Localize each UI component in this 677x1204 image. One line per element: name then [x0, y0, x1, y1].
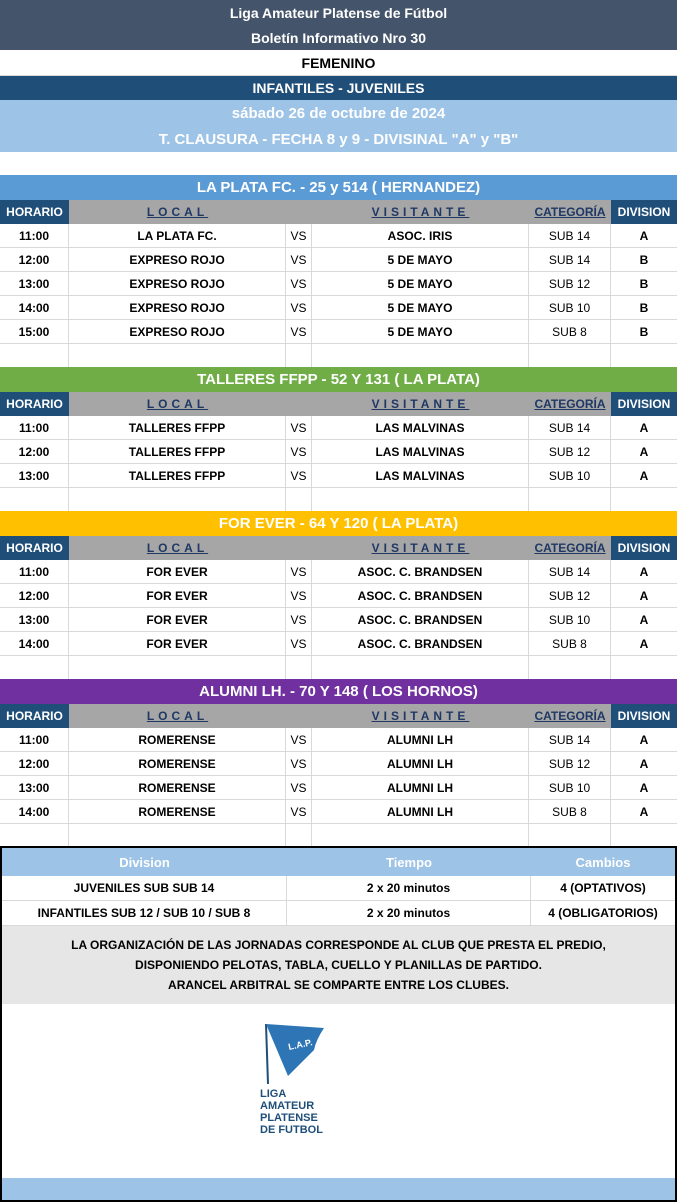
match-local: ROMERENSE [69, 776, 286, 800]
match-category: SUB 14 [529, 728, 611, 752]
match-category: SUB 14 [529, 560, 611, 584]
match-category: SUB 10 [529, 464, 611, 488]
match-division: B [611, 296, 677, 320]
rules-time: 2 x 20 minutos [287, 876, 531, 900]
match-local: FOR EVER [69, 584, 286, 608]
match-division: A [611, 752, 677, 776]
match-time [0, 488, 69, 512]
organization-notes [2, 926, 675, 1004]
rules-row [2, 901, 675, 926]
col-visitante [312, 536, 529, 560]
match-category: SUB 10 [529, 776, 611, 800]
col-horario [0, 536, 69, 560]
match-visitor: ASOC. C. BRANDSEN [312, 560, 529, 584]
match-time: 11:00 [0, 416, 69, 440]
col-vs [286, 200, 312, 224]
match-time: 12:00 [0, 248, 69, 272]
match-division [611, 824, 677, 848]
venue-block [0, 367, 677, 512]
match-local: ROMERENSE [69, 752, 286, 776]
note-line: DISPONIENDO PELOTAS, TABLA, CUELLO Y PLANILLAS DE PARTIDO. [135, 958, 542, 972]
match-time: 14:00 [0, 296, 69, 320]
match-vs [286, 824, 312, 848]
match-vs: VS [286, 728, 312, 752]
venue-block [0, 511, 677, 680]
col-categoria [529, 200, 611, 224]
col-division [611, 536, 677, 560]
match-vs: VS [286, 584, 312, 608]
league-title [0, 0, 677, 26]
match-category [529, 656, 611, 680]
col-vs [286, 704, 312, 728]
match-division: A [611, 728, 677, 752]
match-row [0, 440, 677, 464]
col-visitante [312, 200, 529, 224]
match-time: 13:00 [0, 776, 69, 800]
match-category: SUB 14 [529, 416, 611, 440]
match-category: SUB 8 [529, 632, 611, 656]
gender-text: FEMENINO [301, 54, 376, 71]
match-vs: VS [286, 296, 312, 320]
col-local [69, 704, 286, 728]
match-time [0, 344, 69, 368]
rules-changes: 4 (OPTATIVOS) [560, 881, 646, 895]
rules-row [2, 876, 675, 901]
match-time: 12:00 [0, 440, 69, 464]
match-time [0, 824, 69, 848]
col-division [611, 704, 677, 728]
col-categoria [529, 536, 611, 560]
match-vs: VS [286, 272, 312, 296]
col-local-label: LOCAL [146, 541, 209, 555]
match-row [0, 320, 677, 344]
match-local: LA PLATA FC. [69, 224, 286, 248]
match-visitor: ASOC. C. BRANDSEN [312, 584, 529, 608]
match-vs: VS [286, 224, 312, 248]
col-categoria-label: CATEGORÍA [534, 397, 606, 411]
match-time: 13:00 [0, 272, 69, 296]
match-time: 14:00 [0, 800, 69, 824]
match-time: 13:00 [0, 608, 69, 632]
match-row [0, 584, 677, 608]
col-vs [286, 392, 312, 416]
match-local [69, 824, 286, 848]
match-division: A [611, 776, 677, 800]
note-line: ARANCEL ARBITRAL SE COMPARTE ENTRE LOS CLUBES. [168, 978, 509, 992]
match-vs: VS [286, 632, 312, 656]
col-horario-label: HORARIO [6, 709, 63, 723]
match-local: TALLERES FFPP [69, 440, 286, 464]
match-local [69, 656, 286, 680]
match-visitor: LAS MALVINAS [312, 416, 529, 440]
col-division-label: DIVISION [617, 709, 671, 723]
match-visitor: ASOC. C. BRANDSEN [312, 632, 529, 656]
match-category: SUB 14 [529, 224, 611, 248]
col-local-label: LOCAL [146, 709, 209, 723]
match-local: TALLERES FFPP [69, 464, 286, 488]
match-local: ROMERENSE [69, 728, 286, 752]
match-division: A [611, 416, 677, 440]
match-local: EXPRESO ROJO [69, 320, 286, 344]
rules-header-time: Tiempo [386, 854, 432, 870]
match-division: A [611, 560, 677, 584]
match-division: A [611, 440, 677, 464]
match-local [69, 344, 286, 368]
match-row [0, 728, 677, 752]
match-visitor: ALUMNI LH [312, 800, 529, 824]
match-row [0, 560, 677, 584]
match-row [0, 416, 677, 440]
match-vs [286, 344, 312, 368]
match-category: SUB 10 [529, 296, 611, 320]
tournament-text: T. CLAUSURA - FECHA 8 y 9 - DIVISINAL "A" y "B" [158, 131, 519, 148]
match-row [0, 608, 677, 632]
match-local: FOR EVER [69, 608, 286, 632]
empty-row [0, 344, 677, 368]
col-categoria-label: CATEGORÍA [534, 709, 606, 723]
match-visitor: LAS MALVINAS [312, 464, 529, 488]
match-vs: VS [286, 800, 312, 824]
match-vs: VS [286, 560, 312, 584]
logo-line: AMATEUR [260, 1100, 315, 1112]
match-vs [286, 656, 312, 680]
match-division: B [611, 272, 677, 296]
match-visitor: LAS MALVINAS [312, 440, 529, 464]
col-visitante-label: VISITANTE [371, 205, 470, 219]
col-categoria [529, 392, 611, 416]
empty-row [0, 824, 677, 848]
match-vs: VS [286, 320, 312, 344]
match-visitor [312, 488, 529, 512]
match-visitor: 5 DE MAYO [312, 296, 529, 320]
column-header-row [0, 704, 677, 728]
col-horario-label: HORARIO [6, 397, 63, 411]
match-division: A [611, 224, 677, 248]
match-division [611, 344, 677, 368]
match-vs: VS [286, 776, 312, 800]
category-label [0, 76, 677, 100]
match-category: SUB 14 [529, 248, 611, 272]
category-text: INFANTILES - JUVENILES [252, 80, 425, 96]
bulletin-number-text: Boletín Informativo Nro 30 [250, 30, 427, 46]
match-division: B [611, 248, 677, 272]
match-time [0, 656, 69, 680]
match-local: ROMERENSE [69, 800, 286, 824]
col-division-label: DIVISION [617, 541, 671, 555]
match-vs [286, 488, 312, 512]
col-local [69, 392, 286, 416]
match-time: 12:00 [0, 752, 69, 776]
col-division-label: DIVISION [617, 397, 671, 411]
col-local-label: LOCAL [146, 397, 209, 411]
rules-division: INFANTILES SUB 12 / SUB 10 / SUB 8 [2, 901, 287, 925]
match-row [0, 224, 677, 248]
venue-title: FOR EVER - 64 Y 120 ( LA PLATA) [0, 511, 677, 536]
col-categoria-label: CATEGORÍA [534, 541, 606, 555]
match-local: FOR EVER [69, 560, 286, 584]
column-header-row [0, 536, 677, 560]
match-row [0, 800, 677, 824]
logo-line: DE FUTBOL [260, 1124, 323, 1136]
match-time: 11:00 [0, 224, 69, 248]
match-category [529, 824, 611, 848]
match-visitor: ALUMNI LH [312, 776, 529, 800]
flag-text: L.A.P. [287, 1037, 314, 1052]
match-local: EXPRESO ROJO [69, 296, 286, 320]
match-vs: VS [286, 608, 312, 632]
match-visitor: ALUMNI LH [312, 728, 529, 752]
match-time: 12:00 [0, 584, 69, 608]
match-row [0, 296, 677, 320]
col-local [69, 536, 286, 560]
rules-division: JUVENILES SUB SUB 14 [2, 876, 287, 900]
match-division: A [611, 464, 677, 488]
venue-title: LA PLATA FC. - 25 y 514 ( HERNANDEZ) [0, 175, 677, 200]
bulletin-number [0, 26, 677, 50]
match-division [611, 488, 677, 512]
col-categoria-label: CATEGORÍA [534, 205, 606, 219]
match-date-text: sábado 26 de octubre de 2024 [231, 105, 446, 122]
match-time: 11:00 [0, 560, 69, 584]
match-visitor: ASOC. C. BRANDSEN [312, 608, 529, 632]
col-horario [0, 200, 69, 224]
match-time: 15:00 [0, 320, 69, 344]
match-row [0, 248, 677, 272]
match-category: SUB 12 [529, 752, 611, 776]
rules-header-row [2, 848, 675, 876]
match-vs: VS [286, 464, 312, 488]
col-visitante [312, 704, 529, 728]
logo-line: LIGA [260, 1088, 287, 1100]
match-visitor [312, 824, 529, 848]
match-vs: VS [286, 416, 312, 440]
venue-block [0, 175, 677, 368]
venue-title: TALLERES FFPP - 52 Y 131 ( LA PLATA) [0, 367, 677, 392]
column-header-row [0, 392, 677, 416]
match-division: A [611, 632, 677, 656]
match-row [0, 752, 677, 776]
match-row [0, 776, 677, 800]
match-division: A [611, 584, 677, 608]
match-time: 11:00 [0, 728, 69, 752]
logo-wordmark [260, 1088, 323, 1136]
col-vs [286, 536, 312, 560]
empty-row [0, 656, 677, 680]
match-local: TALLERES FFPP [69, 416, 286, 440]
col-local [69, 200, 286, 224]
col-visitante-label: VISITANTE [371, 397, 470, 411]
match-category: SUB 12 [529, 440, 611, 464]
league-logo [2, 1004, 675, 1180]
col-horario-label: HORARIO [6, 205, 63, 219]
match-category: SUB 10 [529, 608, 611, 632]
col-horario [0, 704, 69, 728]
column-header-row [0, 200, 677, 224]
match-division: A [611, 800, 677, 824]
match-division: B [611, 320, 677, 344]
venue-block [0, 679, 677, 848]
match-category: SUB 12 [529, 272, 611, 296]
match-category [529, 344, 611, 368]
match-local: EXPRESO ROJO [69, 272, 286, 296]
col-visitante-label: VISITANTE [371, 709, 470, 723]
venue-title: ALUMNI LH. - 70 Y 148 ( LOS HORNOS) [0, 679, 677, 704]
match-local [69, 488, 286, 512]
match-row [0, 632, 677, 656]
match-visitor [312, 656, 529, 680]
rules-changes: 4 (OBLIGATORIOS) [548, 906, 658, 920]
rules-time: 2 x 20 minutos [287, 901, 531, 925]
match-date [0, 100, 677, 127]
note-line: LA ORGANIZACIÓN DE LAS JORNADAS CORRESPONDE AL CLUB QUE PRESTA EL PREDIO, [71, 938, 606, 952]
gender-label [0, 50, 677, 76]
match-vs: VS [286, 248, 312, 272]
match-vs: VS [286, 752, 312, 776]
rules-summary [0, 846, 677, 1202]
match-category: SUB 8 [529, 800, 611, 824]
match-time: 13:00 [0, 464, 69, 488]
match-vs: VS [286, 440, 312, 464]
league-title-text: Liga Amateur Platense de Fútbol [229, 5, 448, 21]
match-category: SUB 12 [529, 584, 611, 608]
col-horario [0, 392, 69, 416]
col-division-label: DIVISION [617, 205, 671, 219]
tournament-label [0, 127, 677, 152]
match-division: A [611, 608, 677, 632]
col-visitante-label: VISITANTE [371, 541, 470, 555]
col-horario-label: HORARIO [6, 541, 63, 555]
col-categoria [529, 704, 611, 728]
match-visitor: 5 DE MAYO [312, 272, 529, 296]
empty-row [0, 488, 677, 512]
match-visitor [312, 344, 529, 368]
match-visitor: ASOC. IRIS [312, 224, 529, 248]
match-local: FOR EVER [69, 632, 286, 656]
rules-header-division: Division [119, 854, 170, 870]
col-visitante [312, 392, 529, 416]
rules-header-changes: Cambios [575, 854, 631, 870]
match-time: 14:00 [0, 632, 69, 656]
col-local-label: LOCAL [146, 205, 209, 219]
match-row [0, 464, 677, 488]
match-row [0, 272, 677, 296]
logo-line: PLATENSE [260, 1112, 318, 1124]
match-visitor: ALUMNI LH [312, 752, 529, 776]
match-division [611, 656, 677, 680]
col-division [611, 200, 677, 224]
match-local: EXPRESO ROJO [69, 248, 286, 272]
match-visitor: 5 DE MAYO [312, 248, 529, 272]
footer-bar [2, 1178, 675, 1200]
match-category [529, 488, 611, 512]
col-division [611, 392, 677, 416]
match-visitor: 5 DE MAYO [312, 320, 529, 344]
match-category: SUB 8 [529, 320, 611, 344]
